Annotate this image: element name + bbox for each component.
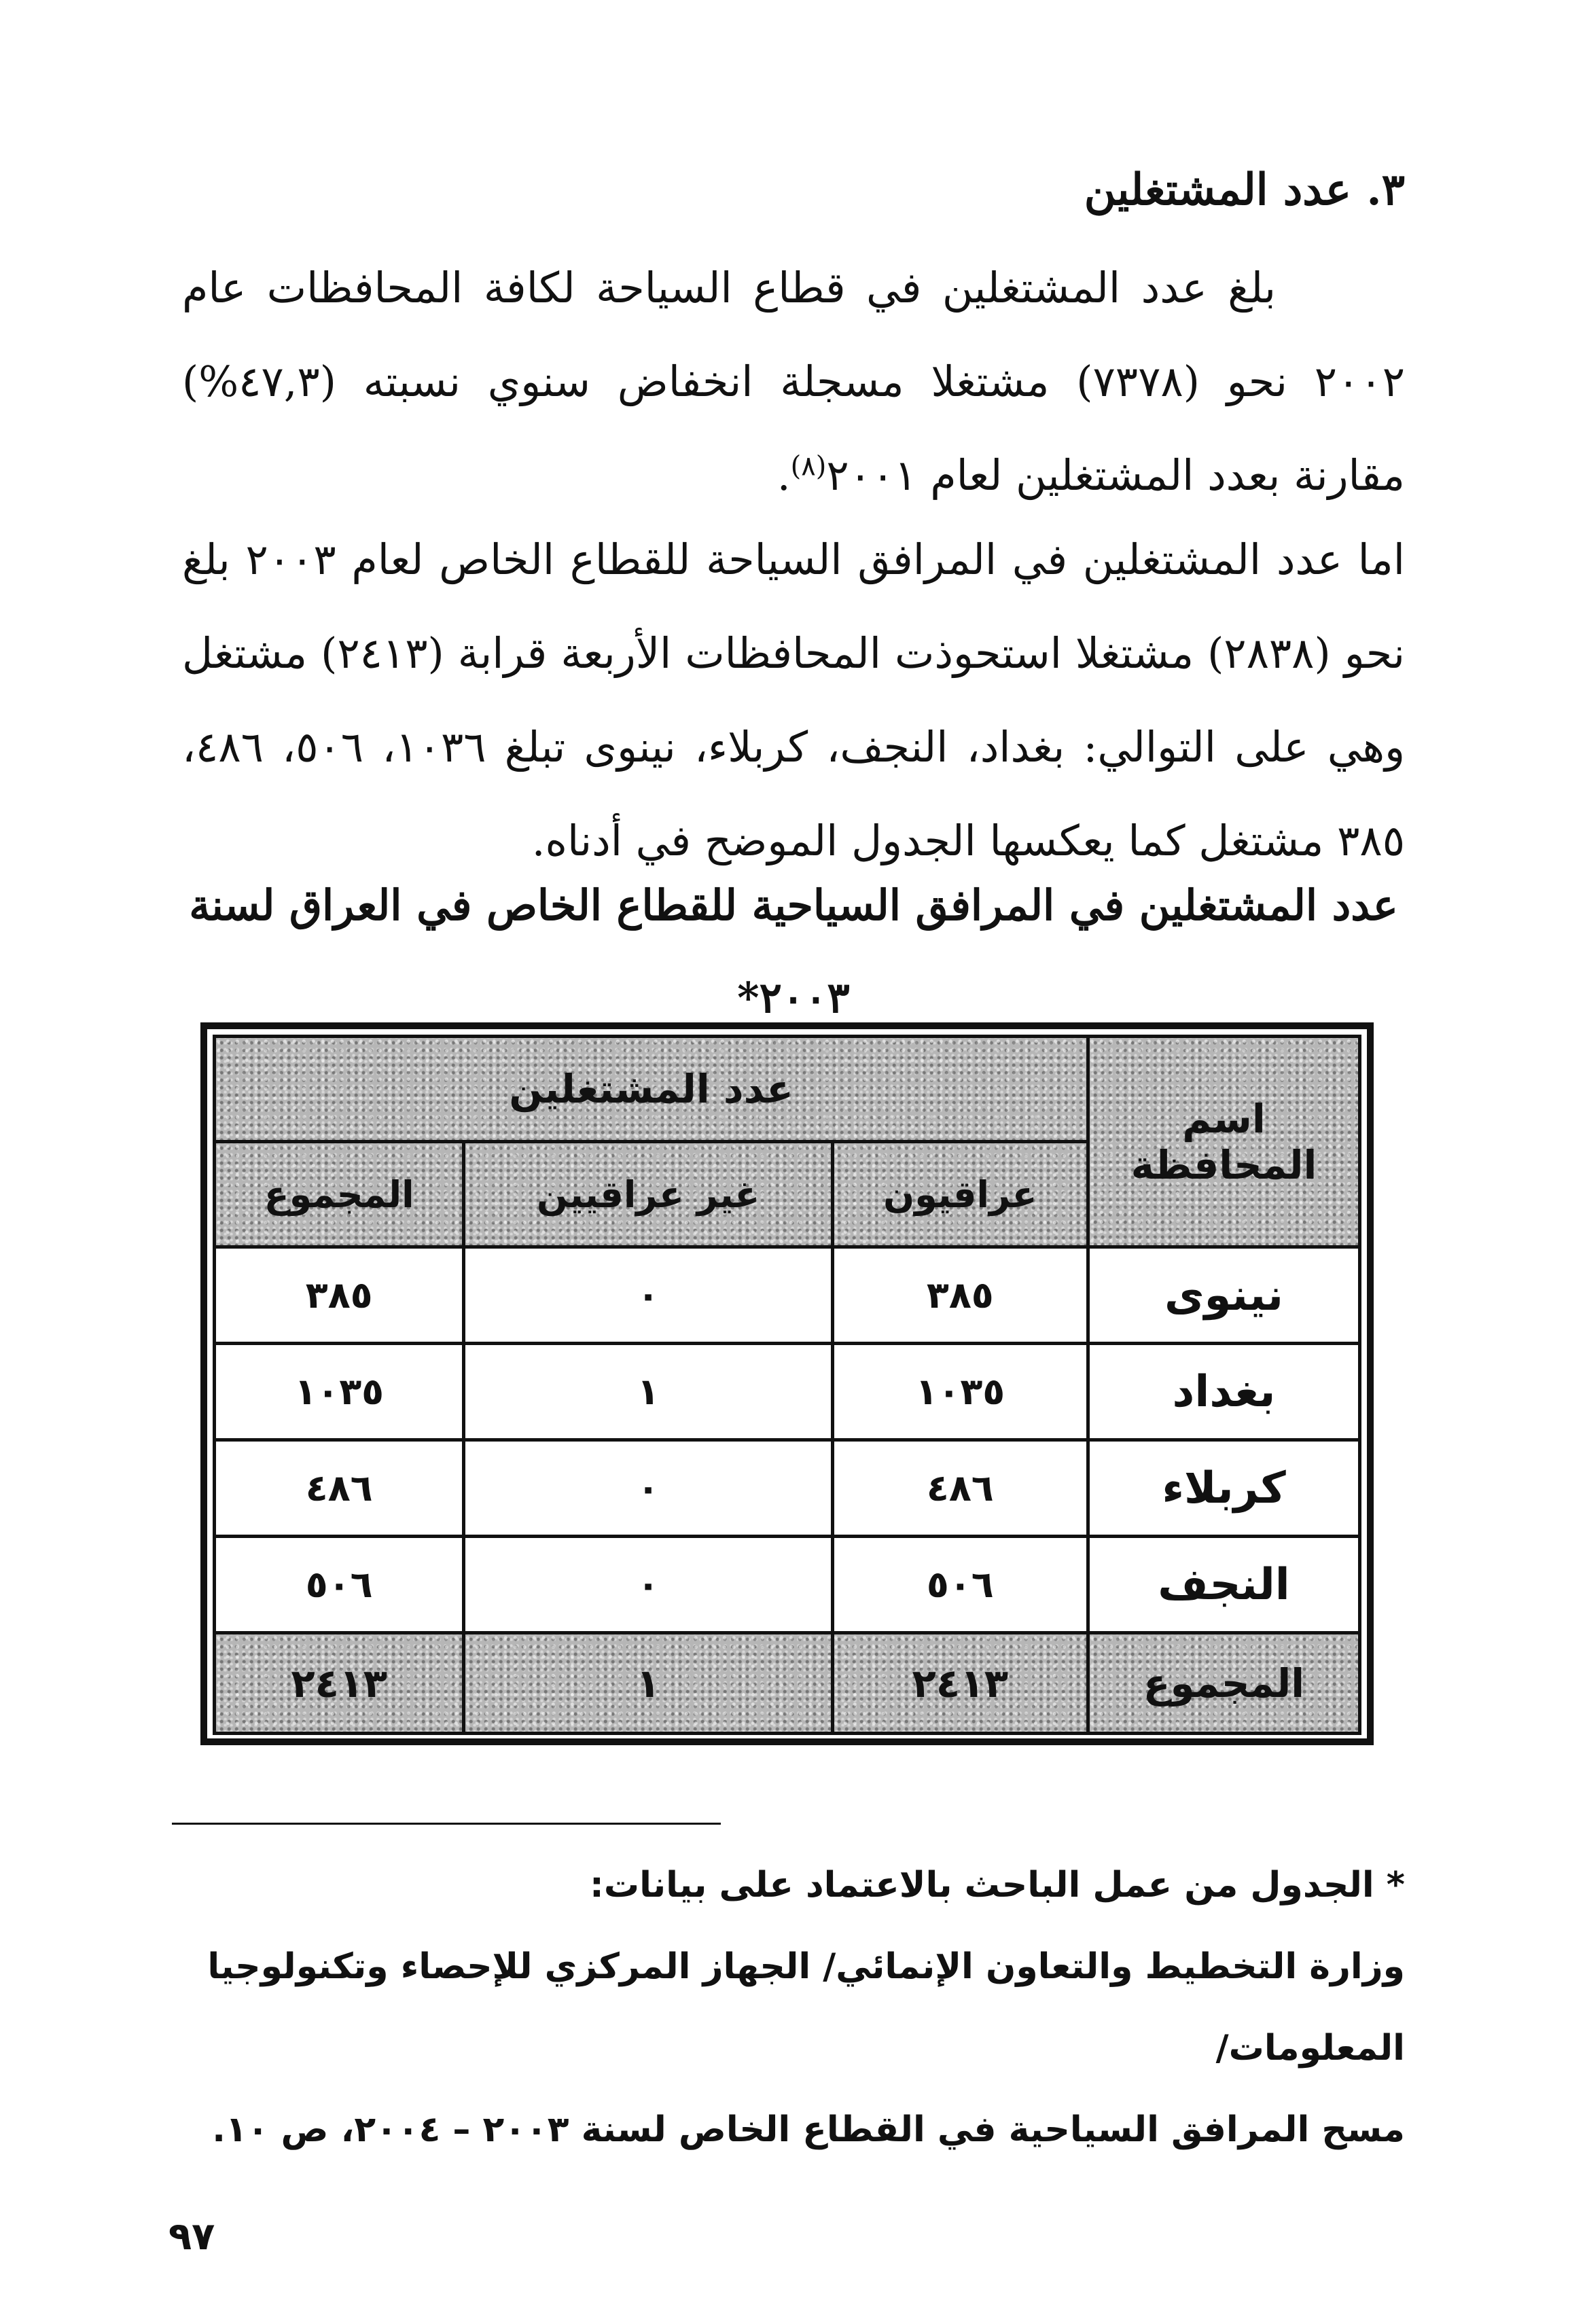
header-governorate: اسم المحافظة bbox=[1088, 1037, 1360, 1247]
cell-non-iraqi: ١ bbox=[464, 1344, 832, 1440]
cell-iraqi: ٣٨٥ bbox=[832, 1247, 1088, 1344]
table-row bbox=[215, 1440, 1360, 1537]
footnote-line-3: مسح المرافق السياحية في القطاع الخاص لسنة ٢٠٠٣ – ٢٠٠٤، ص ١٠. bbox=[212, 2109, 1405, 2150]
footnote bbox=[182, 1844, 1405, 2170]
table-row bbox=[215, 1344, 1360, 1440]
table-header-row bbox=[215, 1037, 1360, 1142]
header-iraqi: عراقيون bbox=[832, 1142, 1088, 1247]
employees-table bbox=[213, 1035, 1361, 1735]
cell-total-total: ٢٤١٣ bbox=[215, 1633, 464, 1734]
section-heading: ٣. عدد المشتغلين bbox=[1084, 164, 1405, 215]
cell-total: ٥٠٦ bbox=[215, 1537, 464, 1633]
cell-total-label: المجموع bbox=[1088, 1633, 1360, 1734]
cell-iraqi: ١٠٣٥ bbox=[832, 1344, 1088, 1440]
cell-non-iraqi: ٠ bbox=[464, 1440, 832, 1537]
cell-iraqi: ٤٨٦ bbox=[832, 1440, 1088, 1537]
cell-governorate: بغداد bbox=[1088, 1344, 1360, 1440]
header-non-iraqi: غير عراقيين bbox=[464, 1142, 832, 1247]
cell-total: ٣٨٥ bbox=[215, 1247, 464, 1344]
paragraph-1-end: . bbox=[777, 450, 791, 500]
paragraph-1-text: بلغ عدد المشتغلين في قطاع السياحة لكافة المحافظات عام ٢٠٠٢ نحو (٧٣٧٨) مشتغلا مسجلة انخفاض سنوي نسبته (٤٧,٣%) مقارنة بعدد المشتغلين لعام ٢٠٠١ bbox=[182, 263, 1405, 500]
paragraph-2-text: اما عدد المشتغلين في المرافق السياحة للقطاع الخاص لعام ٢٠٠٣ بلغ نحو (٢٨٣٨) مشتغلا استحوذت المحافظات الأربعة قرابة (٢٤١٣) مشتغل وهي على التوالي: بغداد، النجف، كربلاء، نينوى تبلغ ١٠٣٦، ٥٠٦، ٤٨٦، ٣٨٥ مشتغل كما يعكسها الجدول الموضح في أدناه. bbox=[182, 535, 1406, 865]
table-total-row bbox=[215, 1633, 1360, 1734]
table-row bbox=[215, 1537, 1360, 1633]
footnote-reference: (٨) bbox=[790, 450, 827, 482]
header-total: المجموع bbox=[215, 1142, 464, 1247]
cell-governorate: كربلاء bbox=[1088, 1440, 1360, 1537]
employees-table-frame bbox=[200, 1022, 1374, 1745]
cell-non-iraqi: ٠ bbox=[464, 1247, 832, 1344]
footnote-line-1: * الجدول من عمل الباحث بالاعتماد على بيانات: bbox=[590, 1865, 1405, 1906]
cell-total-non-iraqi: ١ bbox=[464, 1633, 832, 1734]
cell-total: ٤٨٦ bbox=[215, 1440, 464, 1537]
cell-total: ١٠٣٥ bbox=[215, 1344, 464, 1440]
cell-governorate: النجف bbox=[1088, 1537, 1360, 1633]
footnote-line-2: وزارة التخطيط والتعاون الإنمائي/ الجهاز المركزي للإحصاء وتكنولوجيا المعلومات/ bbox=[207, 1946, 1405, 2069]
paragraph-1 bbox=[182, 241, 1405, 522]
cell-non-iraqi: ٠ bbox=[464, 1537, 832, 1633]
cell-iraqi: ٥٠٦ bbox=[832, 1537, 1088, 1633]
table-row bbox=[215, 1247, 1360, 1344]
header-employees-group: عدد المشتغلين bbox=[215, 1037, 1088, 1142]
paragraph-2 bbox=[182, 513, 1405, 888]
cell-total-iraqi: ٢٤١٣ bbox=[832, 1633, 1088, 1734]
table-title: عدد المشتغلين في المرافق السياحية للقطاع الخاص في العراق لسنة ٢٠٠٣* bbox=[189, 880, 1398, 1022]
cell-governorate: نينوى bbox=[1088, 1247, 1360, 1344]
page-number: ٩٧ bbox=[168, 2215, 215, 2259]
footnote-divider bbox=[172, 1823, 721, 1825]
